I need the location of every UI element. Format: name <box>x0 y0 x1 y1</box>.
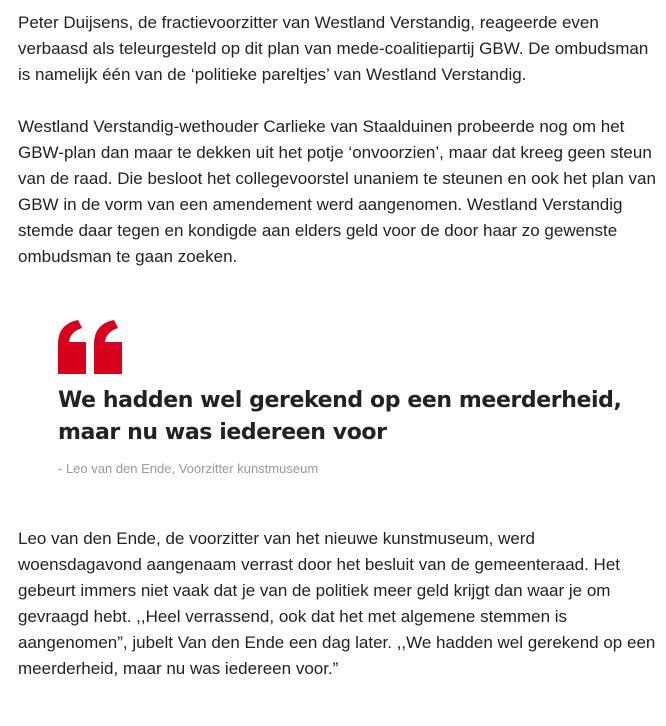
pull-quote <box>58 320 658 500</box>
pull-quote-source: - Leo van den Ende, Voorzitter kunstmuseum <box>58 461 319 476</box>
quote-mark-icon <box>58 320 124 374</box>
article-paragraph: Leo van den Ende, de voorzitter van het nieuwe kunstmuseum, werd woensdagavond aangenaam verrast door het besluit van de gemeenteraad. Het gebeurt immers niet vaak dat je van de politiek meer geld krijgt dan waar je om gevraagd hebt. ,,Heel verrassend, ook dat het met algemene stemmen is aangenomen”, jubelt Van den Ende een dag later. ,,We hadden wel gerekend op een meerderheid, maar nu was iedereen voor.” <box>18 529 656 678</box>
pull-quote-text: We hadden wel gerekend op een meerderheid, maar nu was iedereen voor <box>58 388 622 445</box>
article-paragraph: Peter Duijsens, de fractievoorzitter van Westland Verstandig, reageerde even verbaasd als teleurgesteld op dit plan van mede-coalitiepartij GBW. De ombudsman is namelijk één van de ‘politieke pareltjes’ van Westland Verstandig. <box>18 13 649 84</box>
article-body <box>18 10 658 682</box>
article-paragraph: Westland Verstandig-wethouder Carlieke van Staalduinen probeerde nog om het GBW-plan dan maar te dekken uit het potje ‘onvoorzien’, maar dat kreeg geen steun van de raad. Die besloot het collegevoorstel unaniem te steunen en ook het plan van GBW in de vorm van een amendement werd aangenomen. Westland Verstandig stemde daar tegen en kondigde aan elders geld voor de door haar zo gewenste ombudsman te gaan zoeken. <box>18 117 656 266</box>
